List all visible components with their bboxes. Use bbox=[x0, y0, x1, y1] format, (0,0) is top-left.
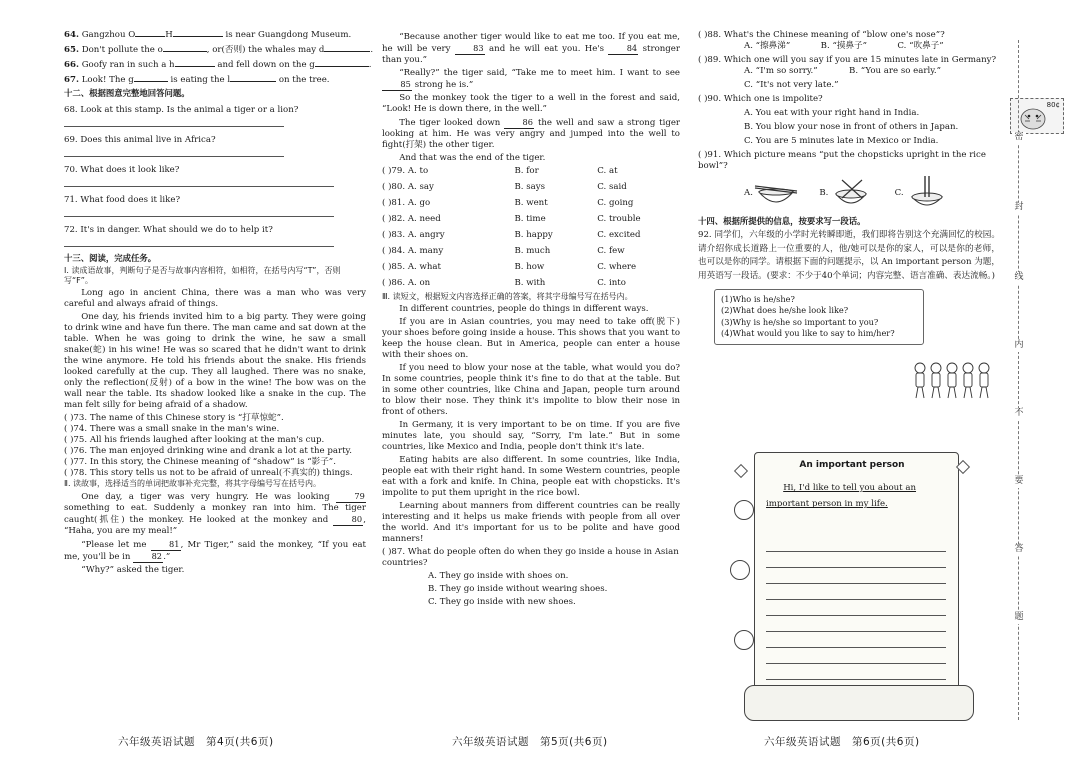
page-4-column bbox=[64, 30, 374, 578]
seal-char: 内 bbox=[1012, 340, 1026, 352]
essay-scroll bbox=[734, 440, 970, 730]
stamp-value: 80¢ bbox=[1046, 101, 1060, 109]
seal-char: 封 bbox=[1012, 202, 1026, 214]
fill-item-64: 64. Gangzhou O H is near Guangdong Museum. bbox=[64, 30, 352, 40]
tf-item-73: ( )73. The name of this Chinese story is “打草惊蛇”. bbox=[64, 412, 284, 423]
essay-intro: Hi, I'd like to tell you about an important person in my life. bbox=[766, 483, 917, 510]
option-a[interactable]: A. bbox=[744, 178, 819, 208]
choice-item-81[interactable]: ( )81. A. go B. went C. going bbox=[382, 198, 634, 208]
seal-char: 要 bbox=[1012, 476, 1026, 488]
prompt-item: (1)Who is he/she? bbox=[721, 293, 795, 304]
option-b[interactable]: B. They go inside without wearing shoes. bbox=[428, 584, 608, 595]
seal-char: 线 bbox=[1012, 272, 1026, 284]
question-68: 68. Look at this stamp. Is the animal a tiger or a lion? bbox=[64, 104, 299, 115]
children-illustration bbox=[910, 360, 994, 400]
page-footer: 六年级英语试题 第5页(共6页) bbox=[452, 736, 608, 748]
cloze-blank-85[interactable]: 85 bbox=[382, 79, 412, 91]
passage-paragraph: In different countries, people do things in different ways. bbox=[399, 304, 649, 315]
prompt-item: (3)Why is he/she so important to you? bbox=[721, 316, 879, 327]
blank-input[interactable] bbox=[134, 81, 168, 82]
cloze-blank-81[interactable]: 81 bbox=[151, 539, 181, 551]
option-b[interactable]: B. “摸鼻子” bbox=[820, 41, 868, 51]
cloze-paragraph: And that was the end of the tiger. bbox=[399, 153, 546, 163]
child-face-icon bbox=[730, 560, 750, 580]
choice-item-82[interactable]: ( )82. A. need B. time C. trouble bbox=[382, 214, 641, 224]
option-b[interactable]: B. “You are so early.” bbox=[849, 66, 942, 76]
part-1-instructions: Ⅰ. 读成语故事，判断句子是否与故事内容相符，如相符，在括号内写“T”，否则写“F”。 bbox=[64, 265, 341, 285]
question-72: 72. It's in danger. What should we do to help it? bbox=[64, 224, 273, 235]
question-89-options bbox=[744, 66, 954, 77]
essay-writing-lines[interactable] bbox=[766, 536, 946, 680]
answer-line[interactable] bbox=[64, 208, 334, 217]
fill-item-66: 66. Goofy ran in such a h and fell down on the g . bbox=[64, 60, 372, 70]
option-a[interactable]: A. You eat with your right hand in India. bbox=[744, 108, 920, 118]
bowl-chopsticks-crossed-icon bbox=[828, 178, 874, 208]
blank-input[interactable] bbox=[173, 36, 223, 37]
tf-item-75: ( )75. All his friends laughed after looking at the man's cup. bbox=[64, 434, 325, 445]
option-a[interactable]: A. “I'm so sorry.” bbox=[744, 66, 818, 76]
answer-line[interactable] bbox=[64, 238, 334, 247]
blank-input[interactable] bbox=[175, 66, 215, 67]
answer-line[interactable] bbox=[64, 118, 284, 127]
cloze-blank-82[interactable]: 82 bbox=[133, 551, 163, 563]
fill-item-67: 67. Look! The g is eating the l on the tree. bbox=[64, 75, 330, 85]
answer-line[interactable] bbox=[64, 178, 334, 187]
seal-char: 答 bbox=[1012, 544, 1026, 556]
question-71: 71. What food does it like? bbox=[64, 194, 181, 205]
question-70: 70. What does it look like? bbox=[64, 164, 180, 175]
seal-char: 密 bbox=[1012, 132, 1026, 144]
tf-item-74: ( )74. There was a small snake in the man's wine. bbox=[64, 423, 280, 434]
cloze-paragraph: “Please let me 81, Mr Tiger,” said the monkey, “If you eat me, you'll be in 82.” bbox=[64, 539, 366, 563]
passage-paragraph: If you need to blow your nose at the table, what would you do? In some countries, people think it's fine to do that at the table. But in some other countries, like China and Japan, people turn around to blow their nose. They think it's impolite to blow their nose in front of others. bbox=[382, 363, 680, 418]
choice-item-83[interactable]: ( )83. A. angry B. happy C. excited bbox=[382, 230, 641, 240]
cloze-paragraph: “Why?” asked the tiger. bbox=[81, 565, 185, 576]
page-5-column bbox=[382, 30, 680, 608]
blank-input[interactable] bbox=[135, 36, 165, 37]
question-91: ( )91. Which picture means “put the chopsticks upright in the rice bowl”? bbox=[698, 150, 986, 171]
option-c[interactable]: C. They go inside with new shoes. bbox=[428, 597, 576, 608]
choice-list bbox=[382, 166, 680, 289]
bowl-chopsticks-upright-icon bbox=[904, 175, 950, 211]
option-c[interactable]: C. You are 5 minutes late in Mexico or India. bbox=[744, 136, 939, 146]
option-c[interactable]: C. “It's not very late.” bbox=[744, 80, 839, 90]
page-footer: 六年级英语试题 第6页(共6页) bbox=[764, 736, 920, 748]
passage-paragraph: If you are in Asian countries, you may need to take off(脱下) your shoes before going inside a house. This shows that you want to keep the house clean. But in America, people can enter a house with their shoes on. bbox=[382, 317, 680, 361]
question-92: 92. 同学们，六年级的小学时光转瞬即逝，我们即将告别这个充满回忆的校园。请介绍你成长道路上一位重要的人，他/她可以是你的家人，可以是你的老师，也可以是你的同学。请根据下面的问题提示，以 An important person 为题，用英语写一段话。(要求：不少于40个单词；内容完整、语言准确、表达流畅。) bbox=[698, 229, 1000, 281]
page-footer: 六年级英语试题 第4页(共6页) bbox=[118, 736, 274, 748]
section-14-heading: 十四、根据所提供的信息，按要求写一段话。 bbox=[698, 216, 866, 226]
prompt-item: (4)What would you like to say to him/her? bbox=[721, 328, 895, 339]
cloze-blank-80[interactable]: 80 bbox=[333, 514, 363, 526]
choice-item-79[interactable]: ( )79. A. to B. for C. at bbox=[382, 166, 618, 176]
cloze-paragraph: One day, a tiger was very hungry. He was looking 79 something to eat. Suddenly a monkey ran into him. The tiger caught(抓住) the monkey. He looked at the monkey and 80, “Haha, you are my meal!” bbox=[64, 491, 367, 537]
prompt-item: (2)What does he/she look like? bbox=[721, 305, 849, 316]
essay-title: An important person bbox=[799, 460, 905, 470]
fill-item-65: 65. Don't pollute the o , or(否则) the whales may d . bbox=[64, 45, 374, 55]
choice-item-80[interactable]: ( )80. A. say B. says C. said bbox=[382, 182, 627, 192]
blank-input[interactable] bbox=[324, 51, 370, 52]
child-face-icon bbox=[734, 630, 754, 650]
question-69: 69. Does this animal live in Africa? bbox=[64, 134, 216, 145]
question-88: ( )88. What's the Chinese meaning of “blow one's nose”? bbox=[698, 30, 945, 40]
cloze-paragraph: “Really?” the tiger said, “Take me to meet him. I want to see 85 strong he is.” bbox=[382, 68, 680, 91]
part-3-instructions: Ⅲ. 读短文，根据短文内容选择正确的答案，将其字母编号写在括号内。 bbox=[382, 292, 633, 301]
cloze-paragraph: The tiger looked down 86 the well and saw a strong tiger looking at him. He was very angry and jumped into the well to fight(打架) the other tiger. bbox=[382, 117, 681, 150]
passage-paragraph: Learning about manners from different countries can be really interesting and it helps us make friends with people from all over the world. And it's important for us to be polite and have good manners! bbox=[382, 501, 680, 545]
choice-item-86[interactable]: ( )86. A. on B. with C. into bbox=[382, 278, 626, 288]
story-paragraph: Long ago in ancient China, there was a man who was very careful and always afraid of things. bbox=[64, 287, 366, 309]
passage-paragraph: Eating habits are also different. In some countries, like India, people eat with their right hand. In some Western countries, people eat with a fork and knife. In China, people eat with chopsticks. It's impolite to put them upright in the rice bowl. bbox=[382, 455, 680, 499]
option-a[interactable]: A. They go inside with shoes on. bbox=[428, 571, 569, 582]
question-89: ( )89. Which one will you say if you are 15 minutes late in Germany? bbox=[698, 55, 997, 65]
option-b[interactable]: B. You blow your nose in front of others in Japan. bbox=[744, 122, 959, 132]
answer-line[interactable] bbox=[64, 148, 284, 157]
option-c[interactable]: C. “吹鼻子” bbox=[897, 41, 944, 51]
blank-input[interactable] bbox=[315, 66, 369, 67]
tf-item-77: ( )77. In this story, the Chinese meaning of “shadow” is “影子”. bbox=[64, 456, 336, 467]
seal-char: 不 bbox=[1012, 408, 1026, 420]
blank-input[interactable] bbox=[230, 81, 276, 82]
question-88-options bbox=[744, 41, 974, 52]
page-6-column bbox=[698, 30, 1004, 345]
seal-char: 题 bbox=[1012, 612, 1026, 624]
cloze-blank-84[interactable]: 84 bbox=[608, 43, 638, 55]
blank-input[interactable] bbox=[163, 51, 207, 52]
choice-item-84[interactable]: ( )84. A. many B. much C. few bbox=[382, 246, 625, 256]
section-12-heading: 十二、根据图意完整地回答问题。 bbox=[64, 88, 190, 98]
cloze-blank-79[interactable]: 79 bbox=[336, 491, 366, 503]
bowl-chopsticks-flat-icon bbox=[753, 178, 799, 208]
option-b[interactable]: B. bbox=[819, 178, 894, 208]
cloze-paragraph: “Because another tiger would like to eat me too. If you eat me, he will be very 83 and he will eat you. He's 84 stronger than you.” bbox=[382, 32, 680, 65]
option-c[interactable]: C. bbox=[895, 175, 970, 211]
question-91-options bbox=[744, 174, 970, 212]
story-paragraph: One day, his friends invited him to a big party. They were going to drink wine and have fun there. The man came and sat down at the table. When he was going to drink the wine, he saw a small snake(蛇) in his wine! He was so scared that he didn't want to drink the wine anymore. He told his friends about the snake. His friends looked carefully at the cup. They all laughed. There was no snake, only the reflection(反射) of a bow in the wine! The bow was on the wall near the table. Its shadow looked like a snake in the cup. The man felt silly for being afraid of a shadow. bbox=[64, 311, 366, 410]
child-face-icon bbox=[734, 500, 754, 520]
cloze-blank-83[interactable]: 83 bbox=[455, 43, 485, 55]
question-87: ( )87. What do people often do when they go inside a house in Asian countries? bbox=[382, 547, 679, 569]
option-a[interactable]: A. “擦鼻涕” bbox=[744, 41, 791, 51]
seal-line-margin bbox=[1012, 40, 1026, 720]
tf-item-78: ( )78. This story tells us not to be afraid of unreal(不真实的) things. bbox=[64, 467, 353, 478]
choice-item-85[interactable]: ( )85. A. what B. how C. where bbox=[382, 262, 637, 272]
cloze-blank-86[interactable]: 86 bbox=[504, 117, 534, 129]
scroll-roll bbox=[744, 685, 974, 721]
section-13-heading: 十三、阅读，完成任务。 bbox=[64, 252, 157, 263]
tf-item-76: ( )76. The man enjoyed drinking wine and drank a lot at the party. bbox=[64, 445, 352, 456]
part-2-instructions: Ⅱ. 读故事，选择适当的单词把故事补充完整，将其字母编号写在括号内。 bbox=[64, 478, 322, 488]
cloze-paragraph: So the monkey took the tiger to a well in the forest and said, “Look! He is down there, in the well.” bbox=[382, 93, 680, 114]
children-group-icon bbox=[910, 360, 994, 400]
question-90: ( )90. Which one is impolite? bbox=[698, 94, 823, 104]
prompt-box bbox=[714, 289, 924, 345]
passage-paragraph: In Germany, it is very important to be on time. If you are five minutes late, you should say, “Sorry, I'm late.” But in some countries, like Mexico and India, people don't think it's late. bbox=[382, 420, 680, 453]
